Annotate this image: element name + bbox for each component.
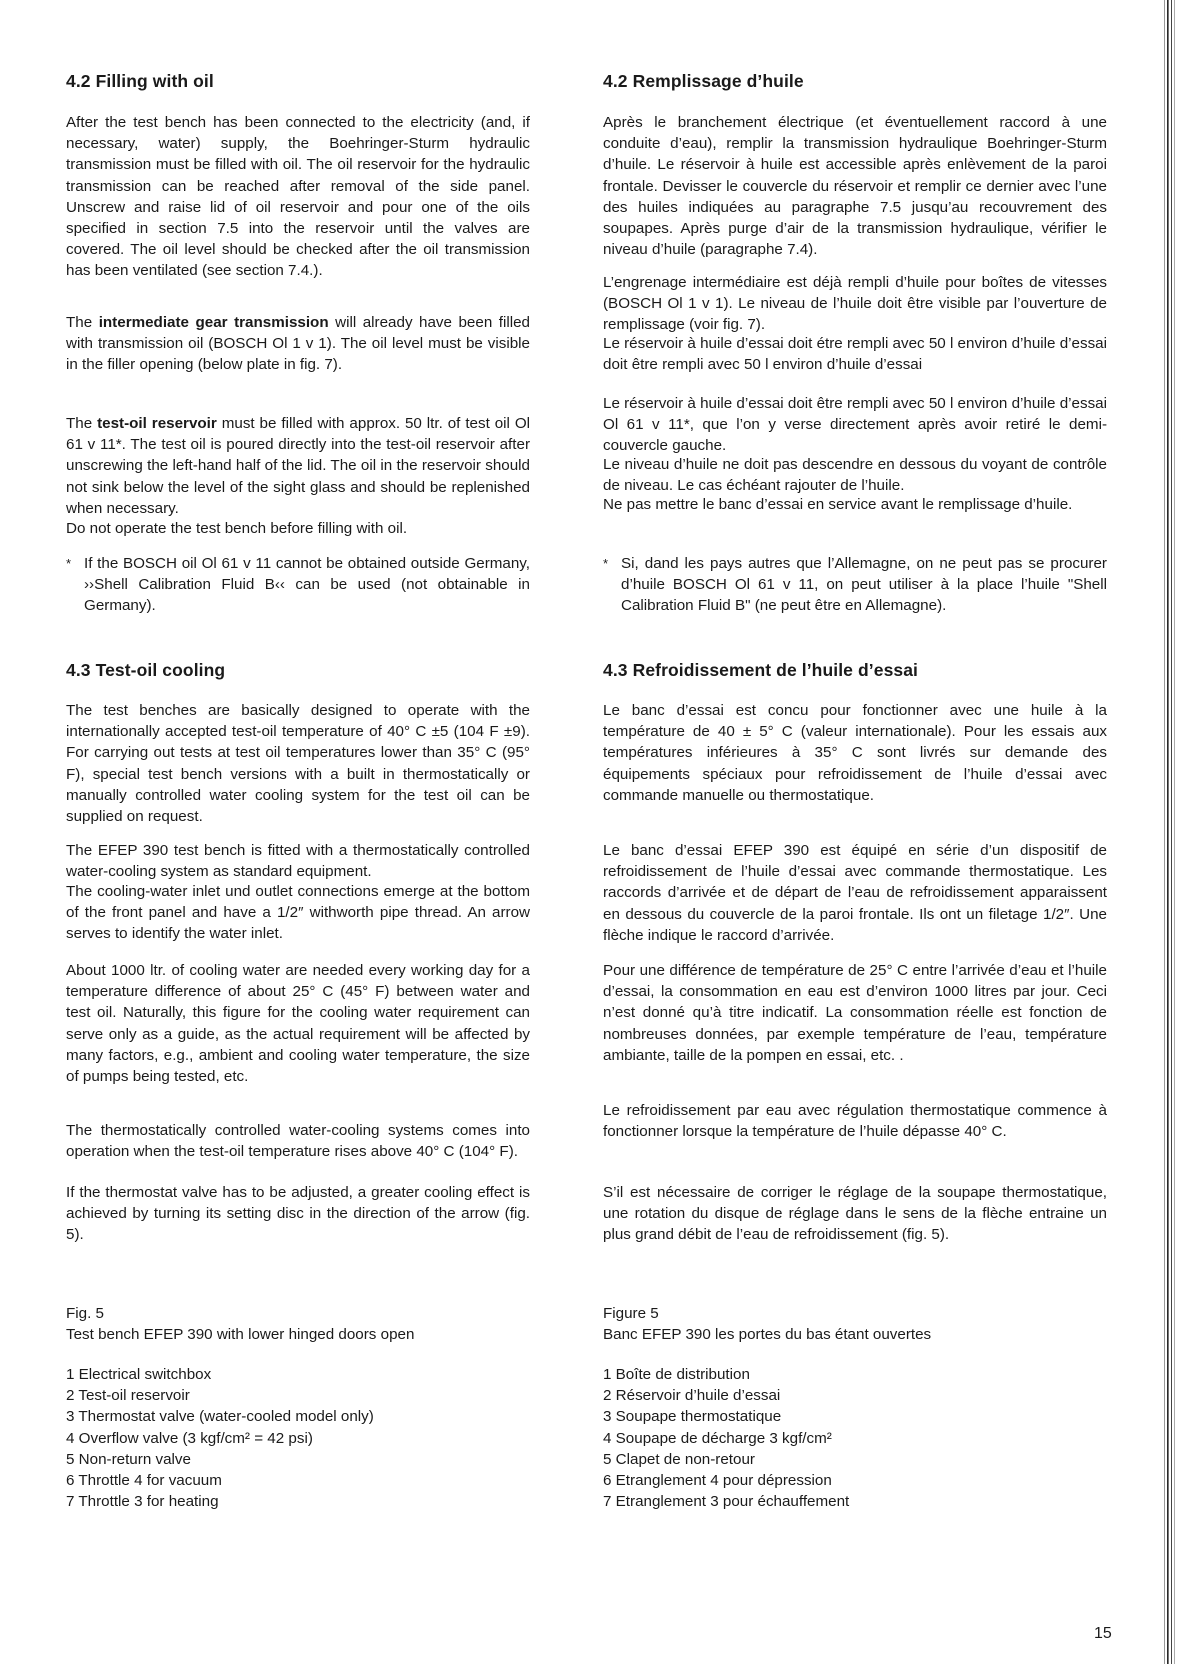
figure-caption: Test bench EFEP 390 with lower hinged doors open: [66, 1326, 415, 1343]
legend-item: 3 Soupape thermostatique: [603, 1408, 782, 1426]
paragraph-intermediate-gear: The intermediate gear transmission will already have been filled with transmission oil (BOSCH Ol 1 v 1). The oil level must be visible in the filler opening (below plate in fig. 7).: [66, 314, 531, 374]
paragraph: The thermostatically controlled water-cooling systems comes into operation when the test-oil temperature rises above 40° C (104° F).: [66, 1122, 530, 1161]
legend-item: 6 Throttle 4 for vacuum: [66, 1472, 222, 1490]
paragraph: The test benches are basically designed to operate with the internationally accepted test-oil temperature of 40° C ±5 (104 F ±9). For carrying out tests at test oil temperatures lower than 35° C (95° F), special test bench versions with a built in thermostatically or manually controlled water cooling system for the test oil can be supplied on request.: [66, 702, 530, 826]
paragraph: After the test bench has been connected to the electricity (and, if necessary, water) supply, the Boehringer-Sturm hydraulic transmission must be filled with oil. The oil reservoir for the hydraulic transmission can be reached after removal of the side panel. Unscrew and raise lid of oil reservoir and pour one of the oils specified in section 7.5 into the reservoir until the valves are covered. The oil level should be checked after the oil transmission has been ventilated (see section 7.4.).: [66, 114, 530, 280]
figure-label: Fig. 5: [66, 1305, 104, 1322]
legend-item: 4 Soupape de décharge 3 kgf/cm²: [603, 1429, 832, 1447]
legend-item: 4 Overflow valve (3 kgf/cm² = 42 psi): [66, 1429, 313, 1447]
legend-item: 5 Non-return valve: [66, 1450, 191, 1468]
paragraph-test-oil-reservoir: The test-oil reservoir must be filled with approx. 50 ltr. of test oil Ol 61 v 11*. The test oil is poured directly into the test-oil reservoir after unscrewing the left-hand half of the lid. The oil in the reservoir should not sink below the level of the sight glass and should be replenished when necessary.: [66, 415, 531, 517]
paragraph: Le réservoir à huile d’essai doit étre rempli avec 50 l environ d’huile d’essai doit être rempli avec 50 l environ d’huile d’essai: [603, 335, 1107, 374]
paragraph: The cooling-water inlet und outlet connections emerge at the bottom of the front panel and have a 1/2″ withworth pipe thread. An arrow serves to identify the water inlet.: [66, 883, 530, 943]
paragraph: S’il est nécessaire de corriger le réglage de la soupape thermostatique, une rotation du disque de réglage dans le sens de la flèche entraine un plus grand débit de l’eau de refroidissement (fig. 5).: [603, 1184, 1107, 1244]
paragraph: Le réservoir à huile d’essai doit être rempli avec 50 l environ d’huile d’essai Ol 61 v 11*, que l’on y verse directement après avoir retiré le demi-couvercle gauche.: [603, 395, 1107, 455]
paragraph: About 1000 ltr. of cooling water are needed every working day for a temperature difference of about 25° C (45° F) between water and test oil. Naturally, this figure for the cooling water requirement can serve only as a guide, as the actual requirement will be affected by many factors, e.g., ambient and cooling water temperature, the size of pumps being tested, etc.: [66, 962, 530, 1086]
paragraph: Après le branchement électrique (et éventuellement raccord à une conduite d’eau), remplir la transmission hydraulique Boehringer-Sturm d’huile. Le réservoir à huile est accessible après enlèvement de la paroi frontale. Devisser le couvercle du réservoir et remplir ce dernier avec l’une des huiles indiquées au paragraphe 7.5 jusqu’au recouvrement des soupapes. Après purge d’air de la transmission hydraulique, vérifier le niveau d’huile (paragraphe 7.4).: [603, 114, 1107, 259]
paragraph: Le banc d’essai EFEP 390 est équipé en série d’un dispositif de refroidissement de l’huile d’essai avec commande thermostatique. Les raccords d’arrivée et de départ de l’eau de refroidissement apparaissent en dessous du couvercle de la paroi frontale. Ils ont un filetage 1/2″. Une flèche indique le raccord d’arrivée.: [603, 842, 1107, 944]
legend-item: 2 Test-oil reservoir: [66, 1387, 190, 1405]
paragraph-warning: Do not operate the test bench before filling with oil.: [66, 520, 408, 537]
legend-item: 7 Etranglement 3 pour échauffement: [603, 1493, 850, 1511]
paragraph: L’engrenage intermédiaire est déjà rempli d’huile pour boîtes de vitesses (BOSCH Ol 1 v 1). Le niveau de l’huile doit être visible par l’ouverture de remplissage (voir fig. 7).: [603, 274, 1107, 334]
paragraph: Ne pas mettre le banc d’essai en service avant le remplissage d’huile.: [603, 496, 1073, 513]
paragraph: Le banc d’essai est concu pour fonctionner avec une huile à la température de 40 ± 5° C (valeur internationale). Pour les essais aux températures inférieures à 35° C sont livrés sur demande des équipements spéciaux pour refroidissement de l’huile d’essai avec commande manuelle ou thermostatique.: [603, 702, 1107, 804]
figure-caption: Banc EFEP 390 les portes du bas étant ouvertes: [603, 1326, 932, 1343]
footnote-marker: *: [66, 556, 72, 571]
footnote: [603, 553, 1107, 617]
figure-label: Figure 5: [603, 1305, 659, 1322]
legend-item: 2 Réservoir d’huile d’essai: [603, 1387, 781, 1405]
footnote-text: Si, dand les pays autres que l’Allemagne, on ne peut pas se procurer d’huile BOSCH Ol 61 v 11, on peut utiliser à la place l’huile "Shell Calibration Fluid B" (ne peut être en Allemagne).: [621, 555, 1107, 615]
paragraph: The EFEP 390 test bench is fitted with a thermostatically controlled water-cooling system as standard equipment.: [66, 842, 530, 881]
section-heading-refroidissement: 4.3 Refroidissement de l’huile d’essai: [603, 660, 919, 680]
section-heading-filling-with-oil: 4.2 Filling with oil: [66, 71, 214, 91]
legend-item: 6 Etranglement 4 pour dépression: [603, 1472, 832, 1490]
paragraph: Le niveau d’huile ne doit pas descendre en dessous du voyant de contrôle de niveau. Le cas échéant rajouter de l’huile.: [603, 456, 1107, 495]
legend-item: 3 Thermostat valve (water-cooled model only): [66, 1408, 374, 1426]
legend-item: 1 Electrical switchbox: [66, 1366, 212, 1383]
page-number: 15: [1094, 1625, 1112, 1642]
legend-item: 7 Throttle 3 for heating: [66, 1493, 219, 1511]
paragraph: Le refroidissement par eau avec régulation thermostatique commence à fonctionner lorsque la température de l’huile dépasse 40° C.: [603, 1102, 1107, 1141]
footnote: [66, 553, 530, 617]
legend-item: 1 Boîte de distribution: [603, 1366, 750, 1383]
paragraph: Pour une différence de température de 25° C entre l’arrivée d’eau et l’huile d’essai, la consommation en eau est d’environ 1000 litres par jour. Ceci n’est donné qu’à titre indicatif. La consommation réelle est fonction de nombreuses données, par exemple température de l’eau, température ambiante, taille de la pompen en essai, etc. .: [603, 962, 1107, 1064]
section-heading-test-oil-cooling: 4.3 Test-oil cooling: [66, 660, 226, 680]
figure-legend-list: [66, 1364, 530, 1512]
footnote-marker: *: [603, 556, 609, 571]
paragraph: If the thermostat valve has to be adjusted, a greater cooling effect is achieved by turning its setting disc in the direction of the arrow (fig. 5).: [66, 1184, 530, 1244]
section-heading-remplissage: 4.2 Remplissage d’huile: [603, 71, 804, 91]
legend-item: 5 Clapet de non-retour: [603, 1450, 755, 1468]
figure-legend-list: [603, 1364, 1107, 1512]
bold-term: test-oil reservoir: [97, 415, 217, 432]
footnote-text: If the BOSCH oil Ol 61 v 11 cannot be obtained outside Germany, ››Shell Calibration Fluid B‹‹ can be used (not obtainable in Germany).: [84, 555, 530, 615]
bold-term: intermediate gear transmission: [98, 314, 329, 331]
scan-binding-edge: [1162, 0, 1176, 1664]
